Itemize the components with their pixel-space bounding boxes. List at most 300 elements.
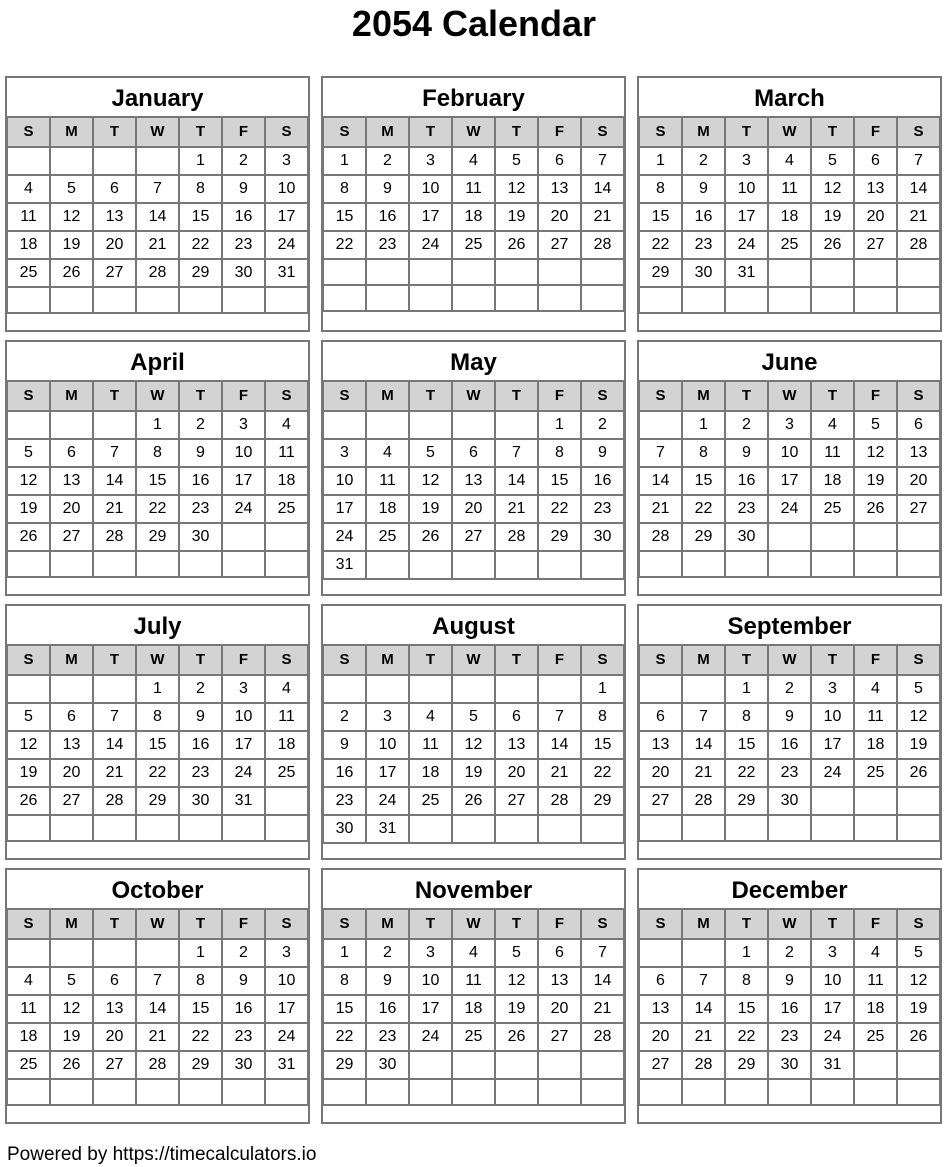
day-cell	[725, 815, 768, 841]
day-cell: 7	[682, 967, 725, 995]
day-cell: 9	[179, 703, 222, 731]
month-name: November	[414, 877, 533, 904]
day-cell: 29	[136, 523, 179, 551]
day-cell	[409, 285, 452, 311]
day-cell: 6	[538, 939, 581, 967]
month-may	[321, 340, 626, 596]
day-cell: 16	[725, 467, 768, 495]
day-cell	[179, 1079, 222, 1105]
weekday-label: T	[93, 909, 136, 939]
weekday-label: M	[366, 381, 409, 411]
day-cell: 30	[222, 259, 265, 287]
day-cell	[495, 551, 538, 579]
day-cell: 19	[409, 495, 452, 523]
day-cell: 27	[452, 523, 495, 551]
day-cell: 6	[639, 967, 682, 995]
day-cell: 4	[409, 703, 452, 731]
week-row	[7, 495, 308, 523]
day-cell: 18	[854, 995, 897, 1023]
day-cell	[93, 147, 136, 175]
day-cell: 26	[50, 1051, 93, 1079]
weekday-label: T	[725, 117, 768, 147]
day-cell: 14	[93, 467, 136, 495]
day-cell: 21	[136, 231, 179, 259]
weekday-label: T	[495, 645, 538, 675]
weekday-label: T	[93, 645, 136, 675]
month-september	[637, 604, 942, 860]
day-cell: 21	[682, 759, 725, 787]
day-cell: 23	[323, 787, 366, 815]
day-cell	[366, 675, 409, 703]
day-cell: 12	[409, 467, 452, 495]
day-cell: 26	[50, 259, 93, 287]
day-cell	[136, 939, 179, 967]
day-cell: 18	[7, 1023, 50, 1051]
weekday-label: S	[897, 117, 940, 147]
weekday-label: W	[768, 381, 811, 411]
day-cell: 24	[409, 231, 452, 259]
weekday-label: T	[409, 645, 452, 675]
day-cell: 22	[725, 1023, 768, 1051]
day-cell: 6	[495, 703, 538, 731]
footer-credit: Powered by https://timecalculators.io	[7, 1144, 317, 1165]
day-cell: 22	[136, 495, 179, 523]
day-cell: 11	[811, 439, 854, 467]
day-cell	[7, 675, 50, 703]
day-cell	[538, 815, 581, 843]
month-grid	[638, 380, 941, 578]
day-cell: 9	[222, 967, 265, 995]
day-cell	[768, 287, 811, 313]
week-row	[323, 203, 624, 231]
day-cell: 25	[854, 759, 897, 787]
weekday-label: W	[136, 381, 179, 411]
day-cell: 22	[581, 759, 624, 787]
day-cell: 24	[811, 1023, 854, 1051]
day-cell: 29	[323, 1051, 366, 1079]
week-row	[639, 759, 940, 787]
day-cell: 24	[222, 495, 265, 523]
week-row	[639, 231, 940, 259]
day-cell: 14	[897, 175, 940, 203]
weekday-label: T	[811, 381, 854, 411]
week-row	[639, 1023, 940, 1051]
day-cell	[811, 815, 854, 841]
weekday-label: M	[50, 645, 93, 675]
weekday-label: S	[639, 381, 682, 411]
week-row	[7, 967, 308, 995]
day-cell: 10	[811, 967, 854, 995]
day-cell: 5	[897, 939, 940, 967]
day-cell: 13	[93, 995, 136, 1023]
day-cell: 1	[581, 675, 624, 703]
weekday-label: F	[538, 381, 581, 411]
day-cell: 22	[323, 1023, 366, 1051]
month-grid	[6, 380, 309, 578]
day-cell: 20	[93, 231, 136, 259]
day-cell: 21	[495, 495, 538, 523]
day-cell: 19	[50, 1023, 93, 1051]
week-row	[7, 287, 308, 313]
week-row	[323, 495, 624, 523]
week-row	[639, 203, 940, 231]
day-cell: 31	[222, 787, 265, 815]
week-row	[7, 467, 308, 495]
day-cell: 7	[136, 967, 179, 995]
month-name: September	[727, 613, 852, 640]
day-cell: 15	[725, 995, 768, 1023]
day-cell	[682, 287, 725, 313]
week-row	[323, 439, 624, 467]
week-row	[323, 787, 624, 815]
day-cell	[811, 1079, 854, 1105]
day-cell	[323, 411, 366, 439]
day-cell: 13	[50, 731, 93, 759]
day-cell: 29	[179, 1051, 222, 1079]
day-cell: 27	[639, 787, 682, 815]
day-cell: 27	[93, 1051, 136, 1079]
month-grid	[638, 116, 941, 314]
day-cell: 22	[179, 1023, 222, 1051]
weekday-label: S	[265, 117, 308, 147]
day-cell: 17	[222, 467, 265, 495]
day-cell: 7	[682, 703, 725, 731]
day-cell: 30	[179, 787, 222, 815]
week-row	[639, 703, 940, 731]
day-cell: 24	[222, 759, 265, 787]
weekday-label: S	[897, 909, 940, 939]
day-cell: 16	[179, 467, 222, 495]
weekday-label: M	[682, 645, 725, 675]
day-cell	[452, 551, 495, 579]
day-cell: 28	[581, 1023, 624, 1051]
day-cell	[50, 287, 93, 313]
day-cell: 20	[495, 759, 538, 787]
weekday-header-row	[639, 381, 940, 411]
day-cell: 30	[768, 787, 811, 815]
weekday-label: W	[768, 117, 811, 147]
day-cell: 22	[538, 495, 581, 523]
day-cell: 26	[897, 1023, 940, 1051]
day-cell	[50, 147, 93, 175]
day-cell: 31	[323, 551, 366, 579]
day-cell: 13	[854, 175, 897, 203]
day-cell	[50, 815, 93, 841]
day-cell: 2	[222, 939, 265, 967]
day-cell	[7, 551, 50, 577]
day-cell	[682, 551, 725, 577]
day-cell	[639, 815, 682, 841]
weekday-label: W	[768, 645, 811, 675]
week-row	[7, 439, 308, 467]
day-cell: 2	[179, 411, 222, 439]
weekday-label: S	[581, 381, 624, 411]
day-cell: 15	[323, 995, 366, 1023]
day-cell	[495, 411, 538, 439]
week-row	[7, 759, 308, 787]
day-cell	[222, 815, 265, 841]
day-cell: 1	[179, 939, 222, 967]
day-cell: 27	[538, 231, 581, 259]
day-cell: 25	[811, 495, 854, 523]
month-grid	[322, 908, 625, 1106]
day-cell: 7	[538, 703, 581, 731]
day-cell	[366, 285, 409, 311]
day-cell: 10	[323, 467, 366, 495]
month-grid	[638, 908, 941, 1106]
day-cell: 4	[854, 675, 897, 703]
week-row	[639, 1051, 940, 1079]
day-cell: 19	[495, 203, 538, 231]
day-cell: 29	[682, 523, 725, 551]
day-cell	[639, 939, 682, 967]
day-cell: 3	[811, 675, 854, 703]
day-cell	[682, 675, 725, 703]
week-row	[323, 285, 624, 311]
day-cell: 10	[222, 439, 265, 467]
day-cell: 9	[682, 175, 725, 203]
day-cell	[581, 551, 624, 579]
day-cell: 16	[323, 759, 366, 787]
day-cell: 14	[495, 467, 538, 495]
day-cell: 7	[581, 939, 624, 967]
week-row	[7, 1079, 308, 1105]
day-cell: 3	[265, 147, 308, 175]
weekday-label: T	[93, 117, 136, 147]
weekday-label: W	[768, 909, 811, 939]
day-cell	[538, 285, 581, 311]
day-cell: 6	[50, 439, 93, 467]
day-cell	[811, 787, 854, 815]
week-row	[7, 551, 308, 577]
month-grid	[322, 644, 625, 844]
day-cell: 18	[452, 203, 495, 231]
day-cell: 19	[854, 467, 897, 495]
day-cell: 4	[452, 939, 495, 967]
day-cell: 28	[897, 231, 940, 259]
day-cell: 27	[495, 787, 538, 815]
day-cell	[768, 1079, 811, 1105]
day-cell: 16	[682, 203, 725, 231]
day-cell	[725, 1079, 768, 1105]
day-cell: 29	[538, 523, 581, 551]
day-cell	[7, 411, 50, 439]
day-cell	[639, 1079, 682, 1105]
day-cell: 28	[93, 523, 136, 551]
day-cell: 1	[136, 675, 179, 703]
day-cell: 29	[179, 259, 222, 287]
day-cell	[366, 411, 409, 439]
weekday-header-row	[639, 117, 940, 147]
week-row	[323, 967, 624, 995]
day-cell	[682, 815, 725, 841]
week-row	[323, 147, 624, 175]
day-cell: 8	[639, 175, 682, 203]
day-cell	[768, 815, 811, 841]
weekday-label: M	[50, 117, 93, 147]
day-cell: 24	[265, 1023, 308, 1051]
day-cell: 22	[639, 231, 682, 259]
day-cell	[538, 1051, 581, 1079]
day-cell: 28	[682, 1051, 725, 1079]
day-cell: 9	[222, 175, 265, 203]
day-cell: 4	[265, 411, 308, 439]
day-cell: 2	[222, 147, 265, 175]
day-cell: 4	[854, 939, 897, 967]
day-cell	[725, 287, 768, 313]
weekday-label: W	[136, 909, 179, 939]
day-cell: 23	[222, 231, 265, 259]
day-cell	[366, 259, 409, 285]
day-cell: 2	[179, 675, 222, 703]
day-cell: 12	[452, 731, 495, 759]
day-cell: 9	[366, 967, 409, 995]
day-cell: 19	[7, 495, 50, 523]
day-cell: 16	[581, 467, 624, 495]
day-cell: 15	[538, 467, 581, 495]
day-cell: 6	[93, 175, 136, 203]
day-cell: 26	[7, 787, 50, 815]
weekday-label: S	[639, 909, 682, 939]
day-cell: 16	[222, 995, 265, 1023]
day-cell	[897, 787, 940, 815]
week-row	[7, 1051, 308, 1079]
day-cell: 19	[897, 995, 940, 1023]
day-cell: 25	[409, 787, 452, 815]
day-cell	[811, 523, 854, 551]
day-cell: 17	[366, 759, 409, 787]
weekday-header-row	[323, 909, 624, 939]
day-cell: 6	[452, 439, 495, 467]
week-row	[7, 231, 308, 259]
day-cell: 5	[495, 939, 538, 967]
day-cell: 13	[639, 995, 682, 1023]
day-cell: 18	[811, 467, 854, 495]
month-july	[5, 604, 310, 860]
day-cell	[409, 1079, 452, 1105]
day-cell: 19	[495, 995, 538, 1023]
day-cell: 3	[366, 703, 409, 731]
day-cell	[222, 523, 265, 551]
weekday-label: F	[222, 645, 265, 675]
day-cell: 2	[768, 675, 811, 703]
weekday-label: T	[179, 909, 222, 939]
day-cell	[854, 259, 897, 287]
day-cell: 22	[323, 231, 366, 259]
day-cell	[50, 551, 93, 577]
day-cell: 12	[854, 439, 897, 467]
day-cell: 10	[366, 731, 409, 759]
weekday-header-row	[323, 645, 624, 675]
day-cell	[639, 675, 682, 703]
day-cell	[409, 675, 452, 703]
day-cell	[265, 815, 308, 841]
week-row	[639, 787, 940, 815]
day-cell	[725, 551, 768, 577]
day-cell	[854, 815, 897, 841]
day-cell: 11	[366, 467, 409, 495]
day-cell	[409, 259, 452, 285]
month-name: March	[754, 85, 825, 112]
month-name: January	[111, 85, 204, 112]
month-name: April	[130, 349, 185, 376]
day-cell: 15	[581, 731, 624, 759]
day-cell	[854, 523, 897, 551]
day-cell: 25	[854, 1023, 897, 1051]
week-row	[7, 815, 308, 841]
day-cell: 24	[265, 231, 308, 259]
day-cell: 16	[768, 731, 811, 759]
week-row	[323, 703, 624, 731]
weekday-label: W	[452, 381, 495, 411]
day-cell: 12	[7, 467, 50, 495]
day-cell	[897, 1079, 940, 1105]
day-cell: 19	[50, 231, 93, 259]
day-cell: 3	[409, 939, 452, 967]
weekday-label: F	[222, 909, 265, 939]
day-cell: 5	[897, 675, 940, 703]
day-cell: 26	[409, 523, 452, 551]
day-cell	[7, 287, 50, 313]
day-cell	[495, 259, 538, 285]
day-cell: 14	[581, 175, 624, 203]
day-cell: 13	[639, 731, 682, 759]
weekday-label: M	[366, 909, 409, 939]
day-cell: 9	[323, 731, 366, 759]
day-cell: 10	[409, 967, 452, 995]
weekday-label: M	[50, 381, 93, 411]
weekday-label: F	[854, 645, 897, 675]
day-cell: 13	[538, 175, 581, 203]
day-cell	[93, 939, 136, 967]
day-cell	[136, 287, 179, 313]
day-cell: 23	[366, 231, 409, 259]
day-cell: 22	[136, 759, 179, 787]
month-name: July	[133, 613, 182, 640]
day-cell: 3	[725, 147, 768, 175]
day-cell	[495, 815, 538, 843]
day-cell	[179, 287, 222, 313]
day-cell	[854, 1079, 897, 1105]
day-cell	[93, 411, 136, 439]
weekday-label: S	[265, 381, 308, 411]
day-cell	[639, 411, 682, 439]
month-august	[321, 604, 626, 860]
day-cell: 26	[495, 231, 538, 259]
day-cell: 8	[725, 703, 768, 731]
week-row	[323, 259, 624, 285]
month-grid	[638, 644, 941, 842]
day-cell: 23	[682, 231, 725, 259]
week-row	[639, 147, 940, 175]
day-cell: 3	[768, 411, 811, 439]
day-cell: 28	[581, 231, 624, 259]
day-cell: 27	[538, 1023, 581, 1051]
day-cell	[495, 1051, 538, 1079]
day-cell: 15	[136, 731, 179, 759]
day-cell: 22	[725, 759, 768, 787]
day-cell	[897, 815, 940, 841]
day-cell: 4	[7, 967, 50, 995]
day-cell: 13	[93, 203, 136, 231]
day-cell: 30	[725, 523, 768, 551]
weekday-label: T	[179, 117, 222, 147]
weekday-label: T	[409, 117, 452, 147]
day-cell: 17	[409, 203, 452, 231]
day-cell: 28	[639, 523, 682, 551]
day-cell	[854, 787, 897, 815]
day-cell	[136, 551, 179, 577]
